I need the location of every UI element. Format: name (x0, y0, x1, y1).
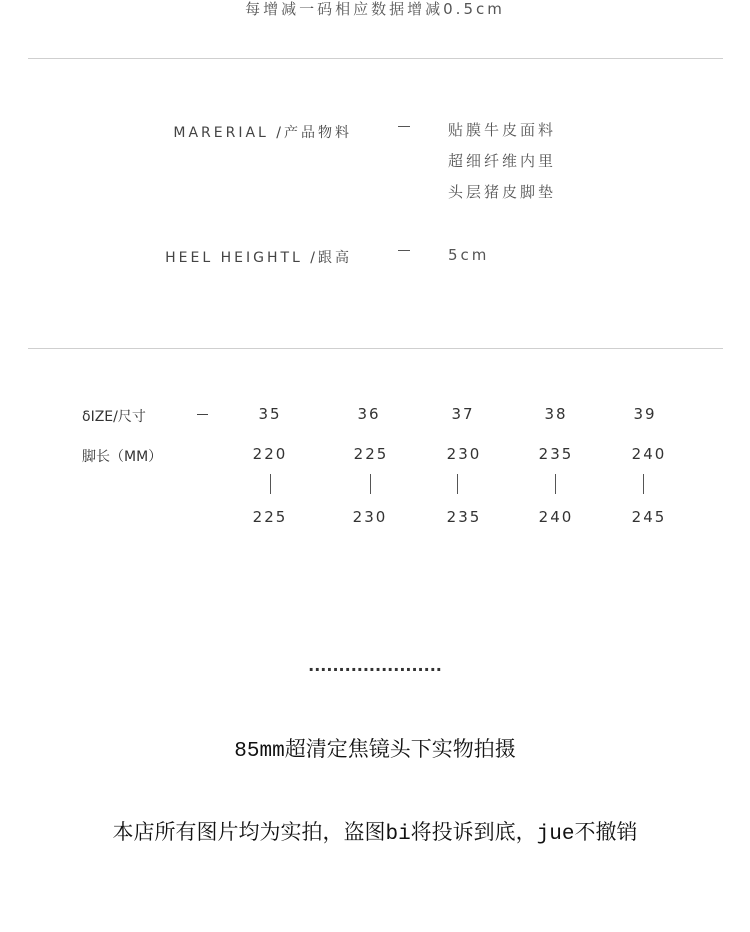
heel-height-value: 5cm (448, 246, 490, 264)
divider-top (28, 58, 723, 59)
material-dash (398, 126, 410, 127)
length-min-36: 225 (353, 445, 389, 463)
range-bar-39 (643, 474, 644, 494)
range-bar-38 (555, 474, 556, 494)
length-min-38: 235 (538, 445, 574, 463)
length-min-35: 220 (252, 445, 288, 463)
size-label: δIZE/尺寸 (82, 409, 146, 425)
size-39: 39 (633, 405, 657, 423)
photo-caption: 85mm超清定焦镜头下实物拍摄 (234, 740, 516, 763)
material-label: MARERIAL /产品物料 (173, 125, 352, 141)
length-max-37: 235 (446, 508, 482, 526)
length-max-36: 230 (352, 508, 388, 526)
length-min-39: 240 (631, 445, 667, 463)
size-37: 37 (451, 405, 475, 423)
material-value-3: 头层猪皮脚垫 (448, 183, 557, 201)
material-value-1: 贴膜牛皮面料 (448, 121, 557, 139)
size-35: 35 (258, 405, 282, 423)
foot-length-label: 脚长（MM） (82, 449, 163, 465)
range-bar-36 (370, 474, 371, 494)
range-bar-35 (270, 474, 271, 494)
length-min-37: 230 (446, 445, 482, 463)
heel-height-dash (398, 250, 410, 251)
size-dash (197, 414, 208, 415)
size-adjust-note: 每增减一码相应数据增减0.5cm (245, 0, 505, 18)
range-bar-37 (457, 474, 458, 494)
length-max-39: 245 (631, 508, 667, 526)
divider-middle (28, 348, 723, 349)
copyright-notice: 本店所有图片均为实拍，盗图bi将投诉到底，jue不撤销 (112, 823, 638, 846)
size-36: 36 (357, 405, 381, 423)
separator-dots: ...................... (308, 656, 442, 675)
material-value-2: 超细纤维内里 (448, 152, 557, 170)
size-38: 38 (544, 405, 568, 423)
length-max-38: 240 (538, 508, 574, 526)
heel-height-label: HEEL HEIGHTL /跟高 (165, 250, 352, 266)
length-max-35: 225 (252, 508, 288, 526)
